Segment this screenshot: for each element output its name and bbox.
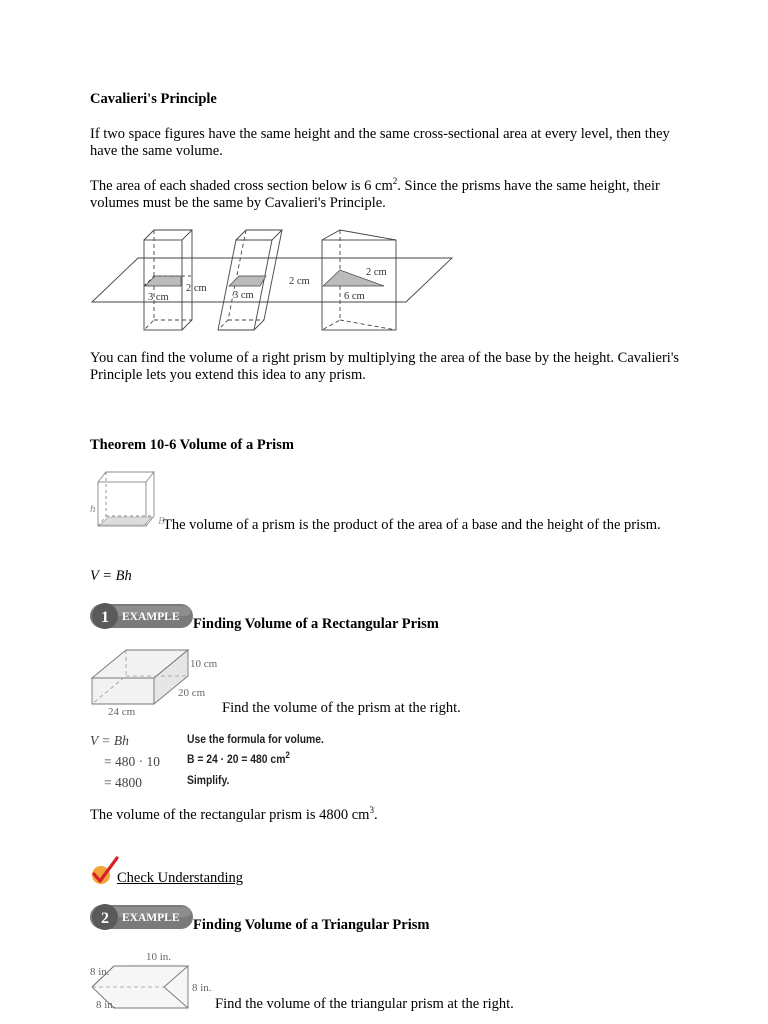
fig1-label: 3 cm	[233, 290, 254, 301]
rect-prism-figure	[88, 648, 228, 720]
example-badge	[90, 902, 194, 932]
svg-text:EXAMPLE: EXAMPLE	[122, 912, 180, 924]
cross-section-paragraph: The area of each shaded cross section below is 6 $cm^2$. Since the prisms have the same height, their volumes must be the same by Cavalieri's Principle.	[90, 176, 660, 211]
work-step-1: V = Bh	[90, 733, 129, 748]
example-badge	[90, 601, 194, 631]
example1-conclusion: The volume of the rectangular prism is 4800 $cm^3$.	[90, 805, 378, 823]
theorem-formula: V = Bh	[90, 568, 132, 584]
right-prism-paragraph: You can find the volume of a right prism by multiplying the area of the base by the height. Cavalieri's Principle lets you extend this idea to any prism.	[90, 350, 680, 383]
fig1-label: 2 cm	[186, 283, 207, 294]
tri-prism-length-label: 10 in.	[146, 951, 172, 963]
tri-prism-side-label: 8 in.	[90, 966, 110, 978]
fig1-label: 2 cm	[366, 267, 387, 278]
fig1-label: 6 cm	[344, 291, 365, 302]
example1-title: Finding Volume of a Rectangular Prism	[193, 616, 439, 632]
prism-height-label: 10 cm	[190, 658, 218, 670]
fig-h-label: h	[90, 503, 96, 515]
check-understanding-link[interactable]: Check Understanding	[117, 870, 244, 886]
tri-prism-side-label: 8 in.	[96, 999, 116, 1011]
theorem-heading: Theorem 10-6 Volume of a Prism	[90, 437, 294, 453]
svg-text:1: 1	[101, 609, 109, 626]
example2-title: Finding Volume of a Triangular Prism	[193, 917, 430, 933]
work-step-3: = 4800	[104, 775, 142, 790]
tri-prism-height-label: 8 in.	[192, 982, 212, 994]
example2-prompt: Find the volume of the triangular prism at the right.	[215, 996, 514, 1012]
work-step-2: = 480 · 10	[104, 754, 160, 769]
work-reason-3: Simplify.	[187, 775, 230, 787]
svg-text:EXAMPLE: EXAMPLE	[122, 611, 180, 623]
section-heading: Cavalieri's Principle	[90, 91, 217, 107]
fig-b-label: B	[158, 515, 165, 527]
theorem-text: The volume of a prism is the product of the area of a base and the height of the prism.	[163, 517, 661, 533]
triangular-prism-figure	[88, 946, 228, 1014]
work-reason-1: Use the formula for volume.	[187, 734, 324, 746]
work-reason-2: B = 24 · 20 = 480 $cm^2$	[187, 750, 290, 766]
prism-length-label: 24 cm	[108, 706, 136, 718]
check-mark-icon	[90, 856, 120, 886]
fig1-label: 3 cm	[148, 292, 169, 303]
prism-depth-label: 20 cm	[178, 687, 206, 699]
example1-prompt: Find the volume of the prism at the right.	[222, 700, 461, 716]
principle-paragraph: If two space figures have the same height and the same cross-sectional area at every level, then they have the same volume.	[90, 126, 670, 159]
cavalieri-prisms-figure	[88, 224, 458, 336]
svg-text:2: 2	[101, 910, 109, 927]
fig1-label: 2 cm	[289, 276, 310, 287]
